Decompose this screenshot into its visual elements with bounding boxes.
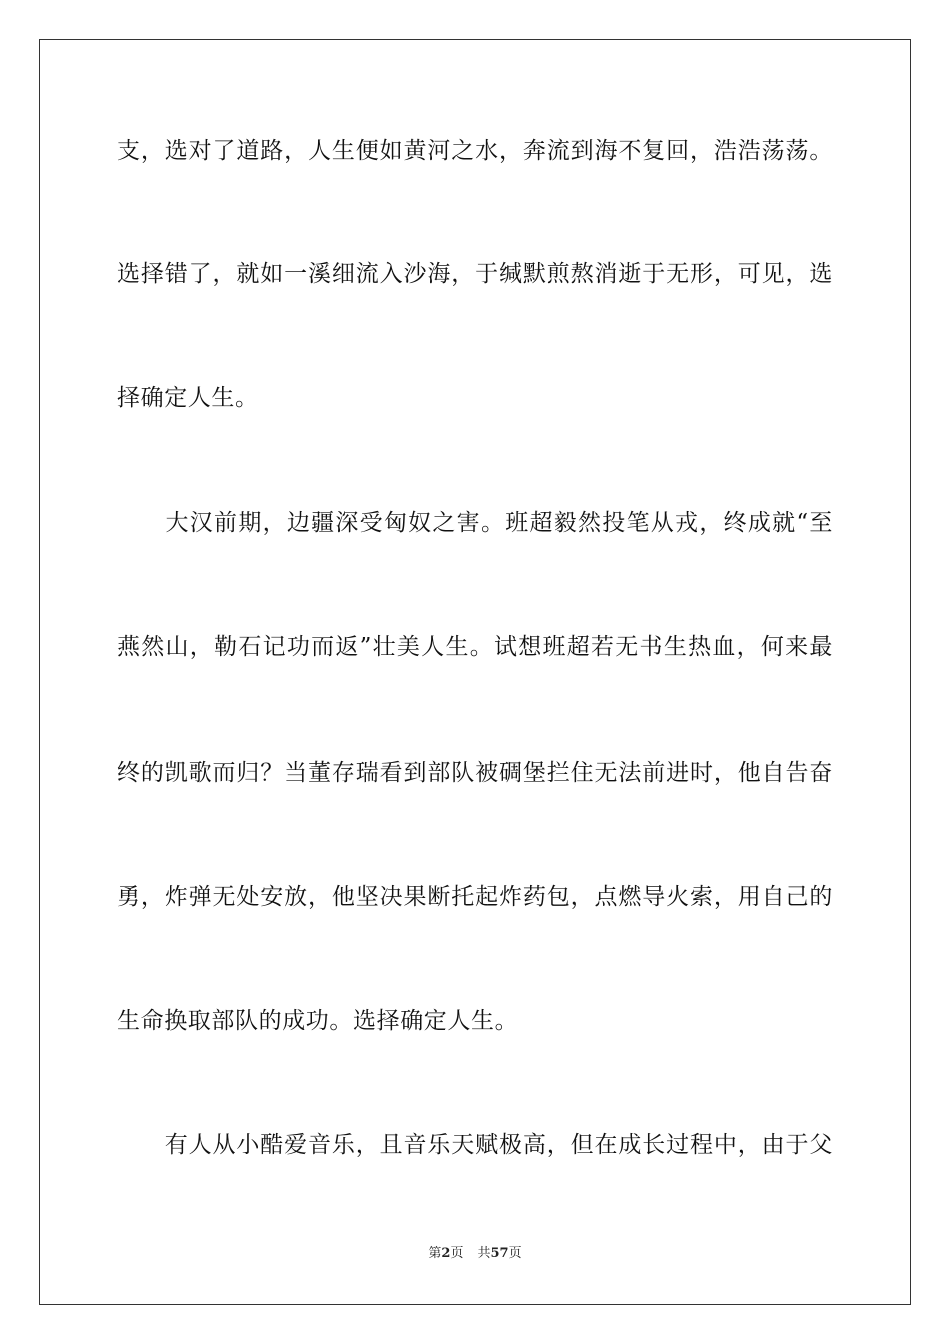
page-number: 2 — [441, 1246, 451, 1261]
page-prefix: 第 — [428, 1246, 442, 1261]
total-pages: 57 — [490, 1246, 509, 1261]
text-line-4: 大汉前期，边疆深受匈奴之害。班超毅然投笔从戎，终成就“至 — [117, 510, 833, 536]
text-line-7: 勇，炸弹无处安放，他坚决果断托起炸药包，点燃导火索，用自己的 — [117, 884, 833, 910]
text-line-6: 终的凯歌而归？当董存瑞看到部队被碉堡拦住无法前进时，他自告奋 — [117, 760, 833, 786]
text-line-2: 选择错了，就如一溪细流入沙海，于缄默煎熬消逝于无形，可见，选 — [117, 261, 833, 287]
page-footer — [0, 1245, 950, 1263]
text-line-8: 生命换取部队的成功。选择确定人生。 — [117, 1008, 519, 1034]
total-prefix: 共 — [477, 1246, 491, 1261]
text-line-9: 有人从小酷爱音乐，且音乐天赋极高，但在成长过程中，由于父 — [117, 1132, 833, 1158]
text-line-1: 支，选对了道路，人生便如黄河之水，奔流到海不复回，浩浩荡荡。 — [117, 138, 833, 164]
text-line-3: 择确定人生。 — [117, 385, 259, 411]
text-line-5: 燕然山，勒石记功而返”壮美人生。试想班超若无书生热血，何来最 — [117, 634, 833, 660]
page-border — [39, 39, 911, 1305]
page-unit: 页 — [450, 1246, 464, 1261]
total-unit: 页 — [508, 1246, 522, 1261]
